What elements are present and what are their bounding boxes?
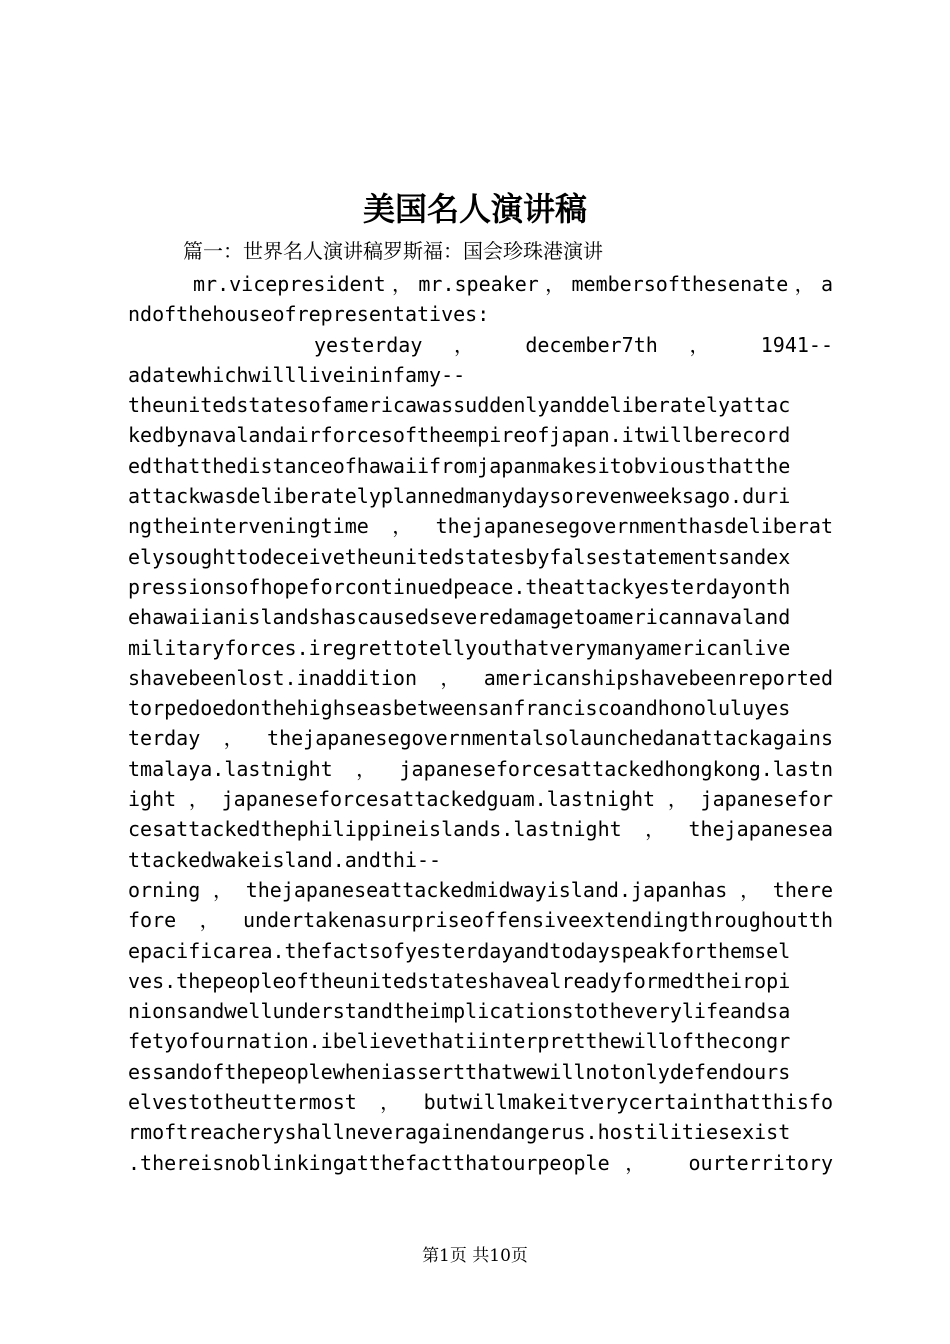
body-line: fore，undertakenasurpriseoffensiveextendingthroughoutth (128, 908, 833, 933)
document-title: 美国名人演讲稿 (362, 190, 587, 228)
body-line: yesterday ， december7th ， 1941-- (314, 332, 833, 357)
body-line: attackwasdeliberatelyplannedmanydaysorevenweeksago.duri (128, 484, 791, 509)
body-line: kedbynavalandairforcesoftheempireofjapan.itwillberecord (128, 423, 791, 448)
body-line: pressionsofhopeforcontinuedpeace.theattackyesterdayonth (128, 574, 791, 599)
body-line: rmoftreacheryshallneveragainendangerus.hostilitiesexist (128, 1120, 791, 1145)
body-line: cesattackedthephilippineislands.lastnight，thejapanesea (128, 817, 833, 842)
body-line: theunitedstatesofamericawassuddenlyanddeliberatelyattac (128, 393, 791, 418)
body-line: orning，thejapaneseattackedmidwayisland.japanhas，there (128, 877, 833, 902)
body-line: elvestotheuttermost，butwillmakeitverycertainthatthisfo (128, 1090, 833, 1115)
body-line: terday，thejapanesegovernmentalsolaunchedanattackagains (128, 726, 833, 751)
body-line: nionsandwellunderstandtheimplicationstotheverylifeandsa (128, 999, 791, 1024)
body-line: militaryforces.iregrettotellyouthatverymanyamericanlive (128, 635, 791, 660)
body-line: ngtheinterveningtime，thejapanesegovernmenthasdeliberat (128, 514, 833, 539)
body-line: ehawaiianislandshascausedseveredamagetoamericannavaland (128, 605, 791, 630)
body-line: elysoughttodeceivetheunitedstatesbyfalsestatementsandex (128, 544, 791, 569)
body-line: tmalaya.lastnight，japaneseforcesattackedhongkong.lastn (128, 756, 833, 781)
body-line: ves.thepeopleoftheunitedstateshavealreadyformedtheiropi (128, 968, 791, 993)
body-line: .thereisnoblinkingatthefactthatourpeople， ourterritory (128, 1150, 833, 1175)
page-number-footer: 第1页 共10页 (422, 1246, 528, 1266)
body-line: fetyofournation.ibelievethatiinterpretthewillofthecongr (128, 1029, 791, 1054)
body-line: essandofthepeoplewheniassertthatwewillnotonlydefendours (128, 1059, 791, 1084)
body-line: ndofthehouseofrepresentatives: (128, 302, 490, 327)
body-line: ttackedwakeisland.andthi-- (128, 847, 442, 872)
body-line: ight，japaneseforcesattackedguam.lastnight，japanesefor (128, 787, 833, 812)
body-line: adatewhichwillliveininfamy-- (128, 362, 466, 387)
speech-body (128, 269, 833, 1178)
body-line: mr.vicepresident，mr.speaker，membersofthesenate，a (193, 272, 833, 296)
body-line: shavebeenlost.inaddition，americanshipshavebeenreported (128, 665, 833, 690)
document-subtitle: 篇一：世界名人演讲稿罗斯福：国会珍珠港演讲 (183, 239, 603, 263)
body-line: epacificarea.thefactsofyesterdayandtodayspeakforthemsel (128, 938, 791, 963)
body-line: edthatthedistanceofhawaiifromjapanmakesitobviousthatthe (128, 453, 791, 478)
body-line: torpedoedonthehighseasbetweensanfranciscoandhonoluluyes (128, 696, 791, 721)
